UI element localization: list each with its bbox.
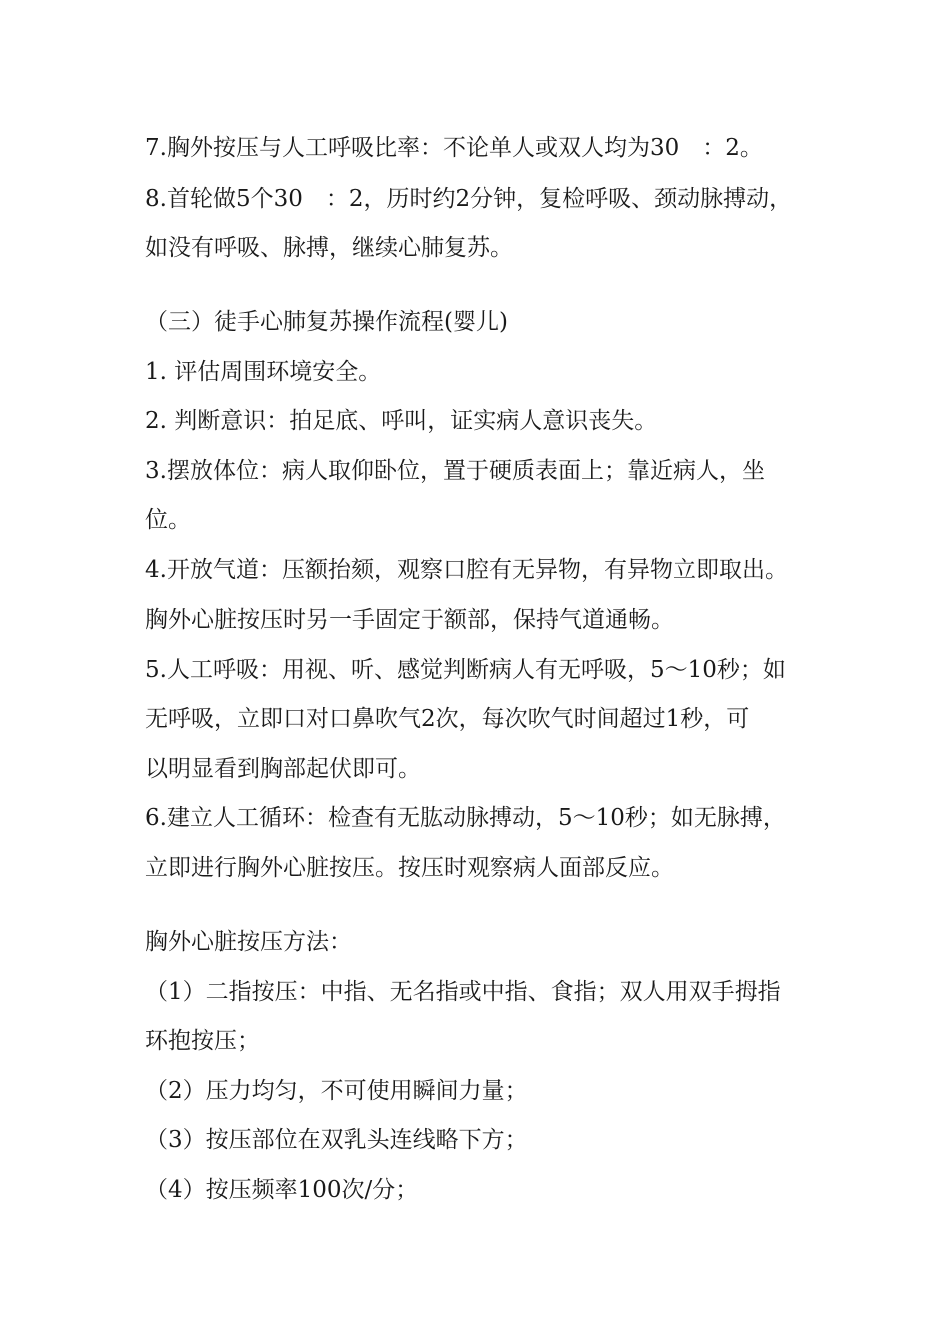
text-line: 5.人工呼吸：用视、听、感觉判断病人有无呼吸，5～10秒；如 — [145, 657, 786, 683]
text-line: 6.建立人工循环：检查有无肱动脉搏动，5～10秒；如无脉搏， — [145, 805, 786, 831]
text-line: 无呼吸，立即口对口鼻吹气2次，每次吹气时间超过1秒，可 — [145, 706, 750, 732]
section-heading: （三）徒手心肺复苏操作流程(婴儿) — [145, 309, 508, 335]
text-line: 立即进行胸外心脏按压。按压时观察病人面部反应。 — [145, 855, 674, 881]
text-line: （1）二指按压：中指、无名指或中指、食指；双人用双手拇指 — [145, 979, 781, 1005]
text-line: 1. 评估周围环境安全。 — [145, 359, 382, 385]
text-line: 4.开放气道：压额抬颏，观察口腔有无异物，有异物立即取出。 — [145, 557, 788, 583]
text-line: 8.首轮做5个30 ：2，历时约2分钟，复检呼吸、颈动脉搏动， — [145, 186, 793, 212]
text-line: 胸外心脏按压时另一手固定于额部，保持气道通畅。 — [145, 607, 674, 633]
text-line: （3）按压部位在双乳头连线略下方； — [145, 1127, 528, 1153]
text-line: 以明显看到胸部起伏即可。 — [145, 756, 421, 782]
text-line: 环抱按压； — [145, 1028, 260, 1054]
text-line: （2）压力均匀，不可使用瞬间力量； — [145, 1078, 528, 1104]
text-line: 2. 判断意识：拍足底、呼叫，证实病人意识丧失。 — [145, 408, 658, 434]
subheading: 胸外心脏按压方法： — [145, 929, 352, 955]
text-line: 7.胸外按压与人工呼吸比率：不论单人或双人均为30 ：2。 — [145, 135, 763, 161]
text-line: 3.摆放体位：病人取仰卧位，置于硬质表面上；靠近病人，坐 — [145, 458, 765, 484]
text-line: 如没有呼吸、脉搏，继续心肺复苏。 — [145, 235, 513, 261]
text-line: 位。 — [145, 507, 191, 533]
text-line: （4）按压频率100次/分； — [145, 1177, 419, 1203]
